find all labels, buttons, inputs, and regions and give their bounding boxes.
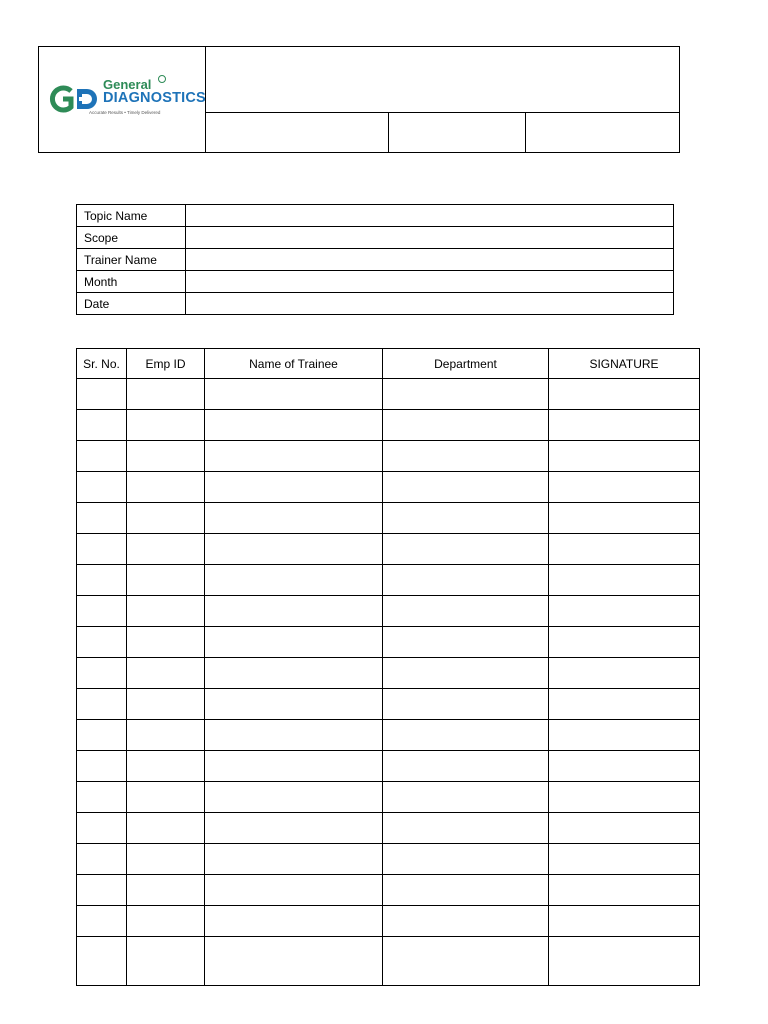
document-header — [38, 46, 680, 153]
trainee-name-cell[interactable] — [205, 658, 383, 689]
sr-no-cell[interactable] — [77, 875, 127, 906]
table-row — [77, 782, 700, 813]
table-row — [77, 906, 700, 937]
sr-no-cell[interactable] — [77, 379, 127, 410]
info-row-topic — [77, 205, 674, 227]
signature-cell[interactable] — [549, 875, 700, 906]
department-cell[interactable] — [383, 751, 549, 782]
training-info-table — [76, 204, 674, 315]
sr-no-cell[interactable] — [77, 534, 127, 565]
emp-id-cell[interactable] — [127, 627, 205, 658]
department-cell[interactable] — [383, 906, 549, 937]
signature-cell[interactable] — [549, 441, 700, 472]
signature-cell[interactable] — [549, 596, 700, 627]
sr-no-cell[interactable] — [77, 472, 127, 503]
signature-cell[interactable] — [549, 565, 700, 596]
logo-text-general: General — [103, 77, 152, 92]
emp-id-cell[interactable] — [127, 410, 205, 441]
info-row-scope — [77, 227, 674, 249]
emp-id-cell[interactable] — [127, 751, 205, 782]
emp-id-cell[interactable] — [127, 565, 205, 596]
header-title-cell — [206, 47, 680, 113]
signature-cell[interactable] — [549, 410, 700, 441]
table-row — [77, 441, 700, 472]
logo-text-diagnostics: DIAGNOSTICS — [103, 90, 206, 106]
topic-name-field[interactable] — [186, 205, 674, 227]
signature-cell[interactable] — [549, 503, 700, 534]
date-label: Date — [77, 293, 186, 315]
month-label: Month — [77, 271, 186, 293]
sr-no-cell[interactable] — [77, 658, 127, 689]
signature-cell[interactable] — [549, 627, 700, 658]
trainee-name-cell[interactable] — [205, 503, 383, 534]
sr-no-cell[interactable] — [77, 906, 127, 937]
sr-no-cell[interactable] — [77, 627, 127, 658]
emp-id-cell[interactable] — [127, 596, 205, 627]
trainee-name-cell[interactable] — [205, 782, 383, 813]
trainee-name-cell[interactable] — [205, 937, 383, 986]
signature-cell[interactable] — [549, 379, 700, 410]
table-header-row — [77, 349, 700, 379]
column-header-trainee-name: Name of Trainee — [205, 349, 383, 379]
trainer-name-label: Trainer Name — [77, 249, 186, 271]
trainee-name-cell[interactable] — [205, 472, 383, 503]
scope-field[interactable] — [186, 227, 674, 249]
signature-cell[interactable] — [549, 813, 700, 844]
emp-id-cell[interactable] — [127, 782, 205, 813]
emp-id-cell[interactable] — [127, 937, 205, 986]
signature-cell[interactable] — [549, 689, 700, 720]
sr-no-cell[interactable] — [77, 565, 127, 596]
header-field-3 — [526, 112, 680, 152]
emp-id-cell[interactable] — [127, 875, 205, 906]
signature-cell[interactable] — [549, 534, 700, 565]
trainee-name-cell[interactable] — [205, 906, 383, 937]
trainee-name-cell[interactable] — [205, 441, 383, 472]
table-row — [77, 627, 700, 658]
column-header-sr-no: Sr. No. — [77, 349, 127, 379]
department-cell[interactable] — [383, 813, 549, 844]
department-cell[interactable] — [383, 627, 549, 658]
trainee-name-cell[interactable] — [205, 751, 383, 782]
table-row — [77, 813, 700, 844]
emp-id-cell[interactable] — [127, 472, 205, 503]
column-header-emp-id: Emp ID — [127, 349, 205, 379]
emp-id-cell[interactable] — [127, 379, 205, 410]
info-row-month — [77, 271, 674, 293]
gd-logo-icon — [49, 85, 101, 113]
signature-cell[interactable] — [549, 937, 700, 986]
sr-no-cell[interactable] — [77, 844, 127, 875]
emp-id-cell[interactable] — [127, 534, 205, 565]
trainee-name-cell[interactable] — [205, 720, 383, 751]
table-row — [77, 503, 700, 534]
sr-no-cell[interactable] — [77, 782, 127, 813]
department-cell[interactable] — [383, 844, 549, 875]
department-cell[interactable] — [383, 534, 549, 565]
header-field-2 — [389, 112, 526, 152]
table-row — [77, 844, 700, 875]
table-row — [77, 937, 700, 986]
signature-cell[interactable] — [549, 720, 700, 751]
department-cell[interactable] — [383, 658, 549, 689]
emp-id-cell[interactable] — [127, 658, 205, 689]
signature-cell[interactable] — [549, 751, 700, 782]
emp-id-cell[interactable] — [127, 844, 205, 875]
table-row — [77, 751, 700, 782]
department-cell[interactable] — [383, 503, 549, 534]
sr-no-cell[interactable] — [77, 813, 127, 844]
department-cell[interactable] — [383, 875, 549, 906]
sr-no-cell[interactable] — [77, 503, 127, 534]
signature-cell[interactable] — [549, 782, 700, 813]
sr-no-cell[interactable] — [77, 596, 127, 627]
trainee-name-cell[interactable] — [205, 813, 383, 844]
department-cell[interactable] — [383, 720, 549, 751]
trainee-name-cell[interactable] — [205, 689, 383, 720]
emp-id-cell[interactable] — [127, 441, 205, 472]
table-row — [77, 596, 700, 627]
trainee-name-cell[interactable] — [205, 379, 383, 410]
logo-tagline: Accurate Results • Timely Delivered — [89, 110, 161, 115]
info-row-trainer — [77, 249, 674, 271]
department-cell[interactable] — [383, 472, 549, 503]
emp-id-cell[interactable] — [127, 813, 205, 844]
emp-id-cell[interactable] — [127, 689, 205, 720]
department-cell[interactable] — [383, 689, 549, 720]
trainee-name-cell[interactable] — [205, 565, 383, 596]
topic-name-label: Topic Name — [77, 205, 186, 227]
trainee-name-cell[interactable] — [205, 844, 383, 875]
scope-label: Scope — [77, 227, 186, 249]
sr-no-cell[interactable] — [77, 937, 127, 986]
registered-mark-icon — [158, 75, 166, 83]
sr-no-cell[interactable] — [77, 751, 127, 782]
table-row — [77, 720, 700, 751]
logo-cell — [39, 47, 206, 153]
info-row-date — [77, 293, 674, 315]
sr-no-cell[interactable] — [77, 441, 127, 472]
department-cell[interactable] — [383, 596, 549, 627]
signature-cell[interactable] — [549, 658, 700, 689]
department-cell[interactable] — [383, 565, 549, 596]
emp-id-cell[interactable] — [127, 503, 205, 534]
column-header-signature: SIGNATURE — [549, 349, 700, 379]
signature-cell[interactable] — [549, 472, 700, 503]
month-field[interactable] — [186, 271, 674, 293]
emp-id-cell[interactable] — [127, 720, 205, 751]
table-row — [77, 689, 700, 720]
table-row — [77, 658, 700, 689]
sr-no-cell[interactable] — [77, 720, 127, 751]
trainee-name-cell[interactable] — [205, 627, 383, 658]
department-cell[interactable] — [383, 410, 549, 441]
trainee-attendance-table — [76, 348, 700, 986]
sr-no-cell[interactable] — [77, 689, 127, 720]
trainee-name-cell[interactable] — [205, 875, 383, 906]
table-row — [77, 410, 700, 441]
trainee-name-cell[interactable] — [205, 596, 383, 627]
trainee-name-cell[interactable] — [205, 534, 383, 565]
trainee-name-cell[interactable] — [205, 410, 383, 441]
signature-cell[interactable] — [549, 844, 700, 875]
column-header-department: Department — [383, 349, 549, 379]
table-row — [77, 534, 700, 565]
department-cell[interactable] — [383, 441, 549, 472]
department-cell[interactable] — [383, 782, 549, 813]
department-cell[interactable] — [383, 937, 549, 986]
company-logo — [49, 77, 204, 122]
table-row — [77, 875, 700, 906]
trainer-name-field[interactable] — [186, 249, 674, 271]
table-row — [77, 379, 700, 410]
emp-id-cell[interactable] — [127, 906, 205, 937]
department-cell[interactable] — [383, 379, 549, 410]
sr-no-cell[interactable] — [77, 410, 127, 441]
header-field-1 — [206, 112, 389, 152]
table-row — [77, 565, 700, 596]
table-row — [77, 472, 700, 503]
signature-cell[interactable] — [549, 906, 700, 937]
date-field[interactable] — [186, 293, 674, 315]
